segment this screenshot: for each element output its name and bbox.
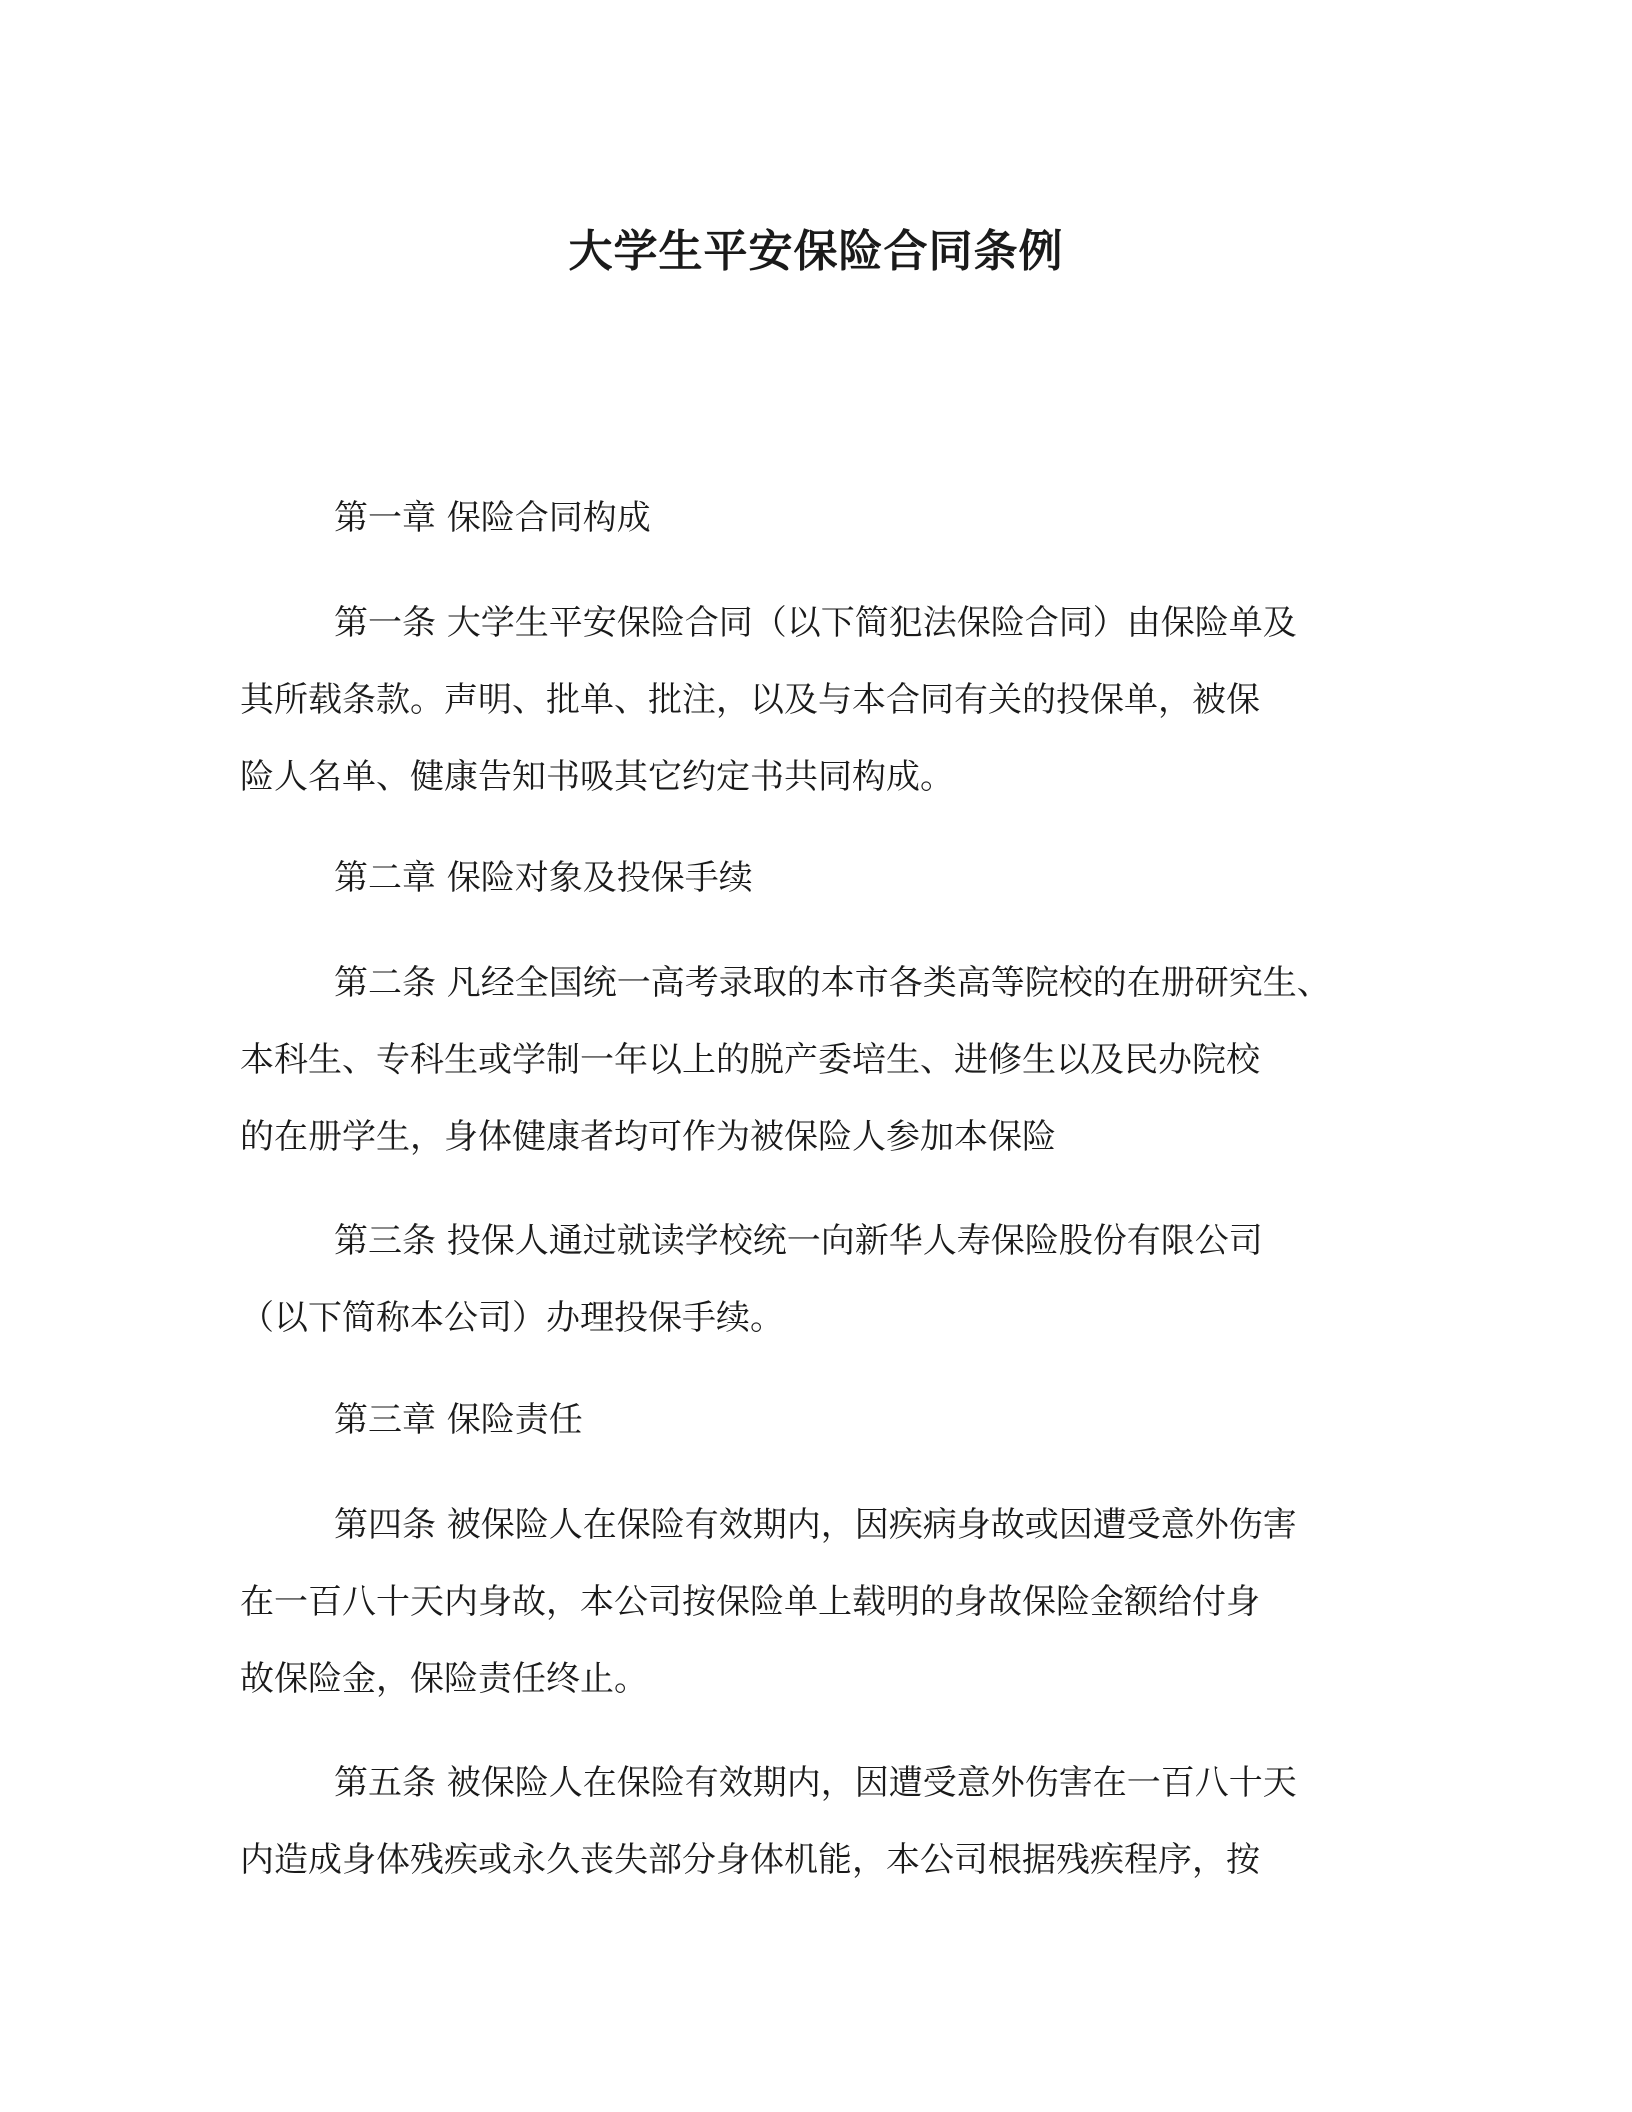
paragraph-line: 第二条 凡经全国统一高考录取的本市各类高等院校的在册研究生、 <box>334 963 1331 1003</box>
paragraph-line: （以下简称本公司）办理投保手续。 <box>240 1298 784 1338</box>
chapter-heading: 第一章 保险合同构成 <box>334 498 651 538</box>
paragraph-line: 本科生、专科生或学制一年以上的脱产委培生、进修生以及民办院校 <box>240 1040 1260 1080</box>
article-paragraph <box>240 1745 1420 1899</box>
article-paragraph <box>240 1203 1420 1357</box>
paragraph-line: 的在册学生，身体健康者均可作为被保险人参加本保险 <box>240 1117 1056 1157</box>
paragraph-line: 第四条 被保险人在保险有效期内，因疾病身故或因遭受意外伤害 <box>334 1505 1297 1545</box>
paragraph-line: 在一百八十天内身故，本公司按保险单上载明的身故保险金额给付身 <box>240 1582 1260 1622</box>
article-paragraph <box>240 945 1420 1176</box>
document-title: 大学生平安保险合同条例 <box>568 226 1064 277</box>
chapter-heading: 第二章 保险对象及投保手续 <box>334 858 753 898</box>
chapter-heading: 第三章 保险责任 <box>334 1400 583 1440</box>
article-paragraph <box>240 585 1420 816</box>
paragraph-line: 第三条 投保人通过就读学校统一向新华人寿保险股份有限公司 <box>334 1221 1263 1261</box>
paragraph-line: 其所载条款。声明、批单、批注，以及与本合同有关的投保单，被保 <box>240 680 1260 720</box>
paragraph-line: 险人名单、健康告知书吸其它约定书共同构成。 <box>240 757 954 797</box>
article-paragraph <box>240 1487 1420 1718</box>
paragraph-line: 内造成身体残疾或永久丧失部分身体机能，本公司根据残疾程序，按 <box>240 1840 1260 1880</box>
paragraph-line: 第五条 被保险人在保险有效期内，因遭受意外伤害在一百八十天 <box>334 1763 1297 1803</box>
paragraph-line: 故保险金，保险责任终止。 <box>240 1659 648 1699</box>
paragraph-line: 第一条 大学生平安保险合同（以下简犯法保险合同）由保险单及 <box>334 603 1297 643</box>
